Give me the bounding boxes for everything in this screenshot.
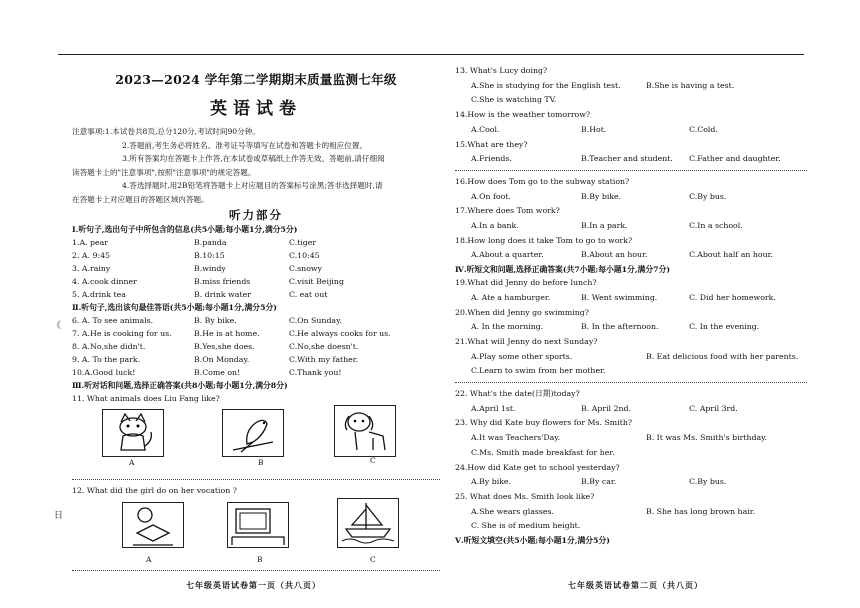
answer-row: [455, 475, 807, 490]
answer-option: C. Did her homework.: [689, 292, 776, 302]
bird-picture: [222, 409, 284, 457]
answer-option: B.panda: [194, 238, 227, 247]
question-text: 21.What will Jenny do next Sunday?: [455, 336, 598, 346]
answer-option: A.She is studying for the English test.: [471, 80, 621, 90]
page-one: [72, 64, 440, 575]
dog-icon: [335, 406, 395, 456]
answer-row: [455, 123, 807, 138]
answer-option: C.By bus.: [689, 191, 727, 201]
instruction-line: 读答题卡上的"注意事项",按照"注意事项"的规定答题。: [72, 167, 256, 177]
option-label: B: [258, 457, 264, 467]
instruction-line: 4.答选择题时,用2B铅笔将答题卡上对应题目的答案标号涂黑;答非选择题时,请: [122, 181, 383, 190]
answer-row: [72, 275, 440, 288]
answer-option: C.visit Beijing: [289, 277, 344, 286]
answer-option: C. April 3rd.: [689, 403, 738, 413]
answer-row: [455, 431, 807, 446]
answer-row: [455, 79, 807, 94]
answer-option: B.By bike.: [581, 191, 622, 201]
answer-option: C.No,she doesn't.: [289, 342, 359, 351]
answer-option: C.snowy: [289, 264, 322, 273]
answer-row: [72, 314, 440, 327]
answer-option: C.By bus.: [689, 477, 727, 487]
answer-option: 3. A.rainy: [72, 264, 111, 273]
answer-option: B.On Monday.: [194, 355, 250, 364]
answer-option: B.windy: [194, 264, 226, 273]
answer-option: C.With my father.: [289, 355, 359, 364]
dotted-divider: [455, 170, 807, 171]
answer-option: B.He is at home.: [194, 329, 260, 338]
question-text: 17.Where does Tom work?: [455, 206, 560, 216]
answer-option: A.She wears glasses.: [471, 506, 554, 516]
answer-option: 7. A.He is cooking for us.: [72, 329, 172, 338]
answer-row: [455, 291, 807, 306]
option-label: C: [370, 555, 376, 565]
answer-option: C. eat out: [289, 290, 328, 299]
answer-option: A.In a bank.: [471, 221, 519, 231]
answer-row: [455, 320, 807, 335]
answer-option: B.In a park.: [581, 221, 628, 231]
answer-row: [72, 262, 440, 275]
reading-picture: [122, 502, 184, 548]
option-label: B: [257, 555, 263, 565]
answer-option: A.On foot.: [471, 191, 511, 201]
part-heading: Ⅲ.听对话和问题,选择正确答案(共8小题;每小题1分,满分8分): [72, 381, 288, 390]
answer-option: A.It was Teachers'Day.: [471, 433, 561, 443]
exam-subtitle: 英语试卷: [210, 99, 302, 119]
answer-option: C.Thank you!: [289, 368, 342, 377]
answer-option: A.About a quarter.: [471, 250, 544, 260]
bird-icon: [223, 410, 283, 456]
question-text: 23. Why did Kate buy flowers for Ms. Smith?: [455, 418, 633, 428]
top-rule: [58, 54, 804, 55]
option-label: A: [146, 555, 152, 565]
answer-row: [455, 152, 807, 167]
answer-option: C.On Sunday.: [289, 316, 342, 325]
page-two: [455, 64, 807, 547]
instruction-line: 注意事项:1.本试卷共8页,总分120分,考试时间90分钟。: [72, 127, 260, 136]
tv-picture: [227, 502, 289, 548]
listening-section-heading: 听力部分: [229, 208, 283, 222]
option-label: A: [129, 457, 135, 467]
answer-option: 9. A. To the park.: [72, 355, 141, 364]
answer-row: [72, 340, 440, 353]
answer-option: B. She has long brown hair.: [646, 506, 756, 516]
exam-title: 2023—2024 学年第二学期期末质量监测七年级: [115, 72, 397, 87]
instruction-line: 2.答题前,考生务必将姓名、准考证号等填写在试卷和答题卡的相应位置。: [122, 140, 368, 150]
answer-option: C.10:45: [289, 251, 320, 260]
answer-row: [455, 350, 807, 365]
answer-option: C.Learn to swim from her mother.: [471, 366, 606, 376]
answer-option: B.By car.: [581, 477, 617, 487]
answer-option: B. By bike.: [194, 316, 237, 325]
television-icon: [228, 503, 288, 547]
answer-row: [455, 190, 807, 205]
option-label: C: [370, 455, 376, 465]
answer-option: C.She is watching TV.: [471, 95, 557, 105]
answer-option: C.In a school.: [689, 221, 743, 231]
question-11: 11. What animals does Liu Fang like?: [72, 394, 220, 403]
answer-option: 4. A.cook dinner: [72, 277, 137, 286]
answer-option: 10.A.Good luck!: [72, 368, 136, 377]
question-text: 18.How long does it take Tom to go to work?: [455, 235, 633, 245]
answer-option: 8. A.No,she didn't.: [72, 342, 146, 351]
answer-option: 1.A. pear: [72, 238, 109, 247]
answer-row: [72, 327, 440, 340]
cat-picture: [102, 409, 164, 457]
dotted-divider: [72, 570, 440, 571]
instructions: [72, 125, 440, 206]
answer-option: B. It was Ms. Smith's birthday.: [646, 433, 767, 443]
answer-option: B.Come on!: [194, 368, 241, 377]
answer-option: C.Father and daughter.: [689, 154, 781, 164]
answer-row: [455, 248, 807, 263]
answer-option: A.Play some other sports.: [471, 351, 573, 361]
instruction-line: 在答题卡上对应题目的答题区域内答题。: [72, 194, 209, 204]
answer-row: [455, 219, 807, 234]
answer-option: C.tiger: [289, 238, 317, 247]
q12-pictures: [72, 498, 440, 568]
reading-girl-icon: [123, 503, 183, 547]
part-heading: Ⅳ.听短文和问题,选择正确答案(共7小题;每小题1分,满分7分): [455, 265, 671, 275]
dog-picture: [334, 405, 396, 457]
q11-pictures: [72, 407, 440, 471]
answer-row: [455, 402, 807, 417]
answer-option: B. Went swimming.: [581, 292, 658, 302]
dotted-divider: [455, 382, 807, 383]
answer-option: B.10:15: [194, 251, 225, 260]
part-heading: Ⅰ.听句子,选出句子中所包含的信息(共5小题;每小题1分,满分5分): [72, 225, 298, 234]
question-text: 13. What's Lucy doing?: [455, 66, 548, 75]
question-12: 12. What did the girl do on her vocation ?: [72, 485, 237, 495]
answer-option: B. drink water: [194, 290, 251, 299]
page-footer: 七年级英语试卷第二页（共八页）: [568, 580, 703, 590]
answer-option: B.miss friends: [194, 277, 251, 286]
answer-option: B.About an hour.: [581, 250, 648, 260]
cat-icon: [103, 410, 163, 456]
answer-option: B.Teacher and student.: [581, 154, 673, 164]
answer-row: [72, 249, 440, 262]
boat-icon: [338, 499, 398, 547]
answer-option: 6. A. To see animals.: [72, 316, 154, 325]
question-text: 16.How does Tom go to the subway station?: [455, 176, 630, 186]
answer-option: C.Cold.: [689, 124, 718, 134]
part-heading: Ⅱ.听句子,选出该句最佳答语(共5小题;每小题1分,满分5分): [72, 303, 277, 312]
answer-option: B.She is having a test.: [646, 80, 735, 90]
answer-option: C.About half an hour.: [689, 250, 773, 260]
question-text: 20.When did Jenny go swimming?: [455, 307, 589, 317]
answer-option: C.He always cooks for us.: [289, 329, 391, 338]
answer-option: A.Friends.: [471, 154, 512, 164]
part-heading: Ⅴ.听短文填空(共5小题;每小题1分,满分5分): [455, 536, 610, 546]
answer-option: B. In the afternoon.: [581, 322, 659, 332]
question-text: 19.What did Jenny do before lunch?: [455, 278, 597, 288]
answer-option: C. In the evening.: [689, 322, 760, 332]
question-text: 14.How is the weather tomorrow?: [455, 110, 591, 120]
answer-option: A.April 1st.: [471, 403, 516, 413]
boat-picture: [337, 498, 399, 548]
question-text: 22. What's the date(日期)today?: [455, 389, 580, 399]
answer-option: B.Hot.: [581, 124, 607, 134]
margin-mark: 《: [52, 321, 62, 331]
answer-option: 5. A.drink tea: [72, 290, 126, 299]
answer-option: 2. A. 9:45: [72, 251, 111, 260]
answer-option: A. Ate a hamburger.: [471, 292, 551, 302]
answer-row: [455, 505, 807, 520]
answer-option: A. In the morning.: [471, 322, 544, 332]
question-text: 25. What does Ms. Smith look like?: [455, 491, 595, 501]
answer-option: B. April 2nd.: [581, 403, 631, 413]
answer-row: [72, 236, 440, 249]
answer-option: A.Cool.: [471, 124, 500, 134]
answer-option: C. She is of medium height.: [471, 521, 581, 531]
answer-option: B.Yes,she does.: [194, 342, 255, 351]
question-text: 24.How did Kate get to school yesterday?: [455, 462, 620, 472]
answer-option: A.By bike.: [471, 477, 512, 487]
answer-row: [72, 353, 440, 366]
answer-row: [72, 366, 440, 379]
dotted-divider: [72, 479, 440, 480]
answer-option: C.Ms. Smith made breakfast for her.: [471, 447, 615, 457]
margin-mark: 日: [54, 511, 64, 521]
instruction-line: 3.所有答案均在答题卡上作答,在本试卷或草稿纸上作答无效。答题前,请仔细阅: [122, 154, 385, 163]
page-footer: 七年级英语试卷第一页（共八页）: [186, 580, 321, 590]
answer-row: [72, 288, 440, 301]
answer-option: B. Eat delicious food with her parents.: [646, 351, 799, 361]
question-text: 15.What are they?: [455, 139, 528, 149]
